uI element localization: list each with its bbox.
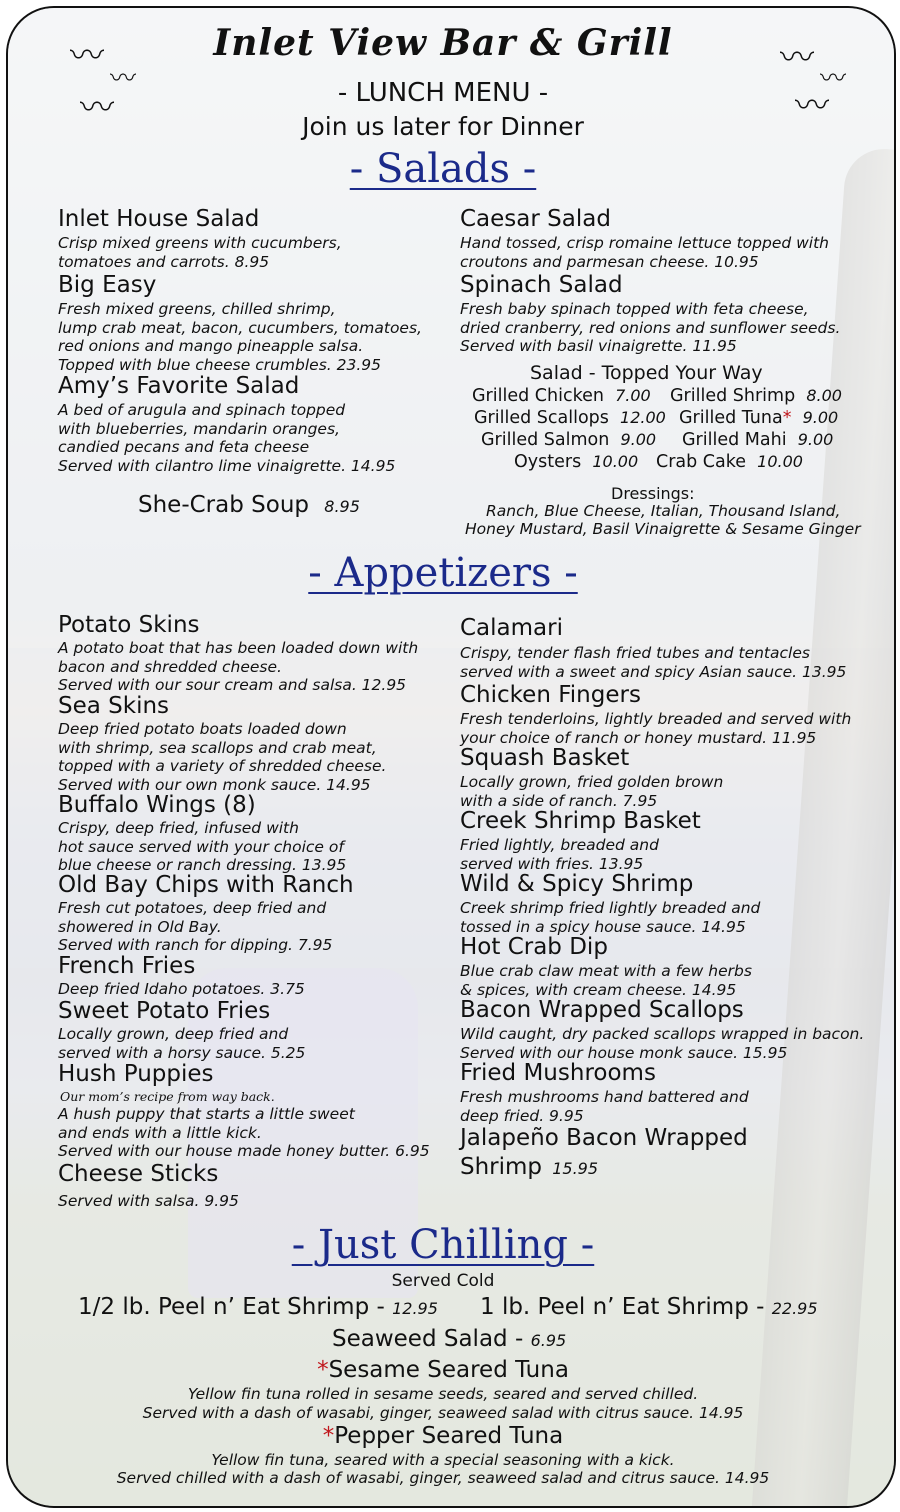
salads-heading: - Salads -	[349, 146, 537, 192]
served-cold-label: Served Cold	[391, 1271, 495, 1291]
menu-item-desc: Locally grown, deep fried and served with a horsy sauce. 5.25	[58, 1025, 306, 1062]
menu-item-desc: Fresh mixed greens, chilled shrimp, lump crab meat, bacon, cucumbers, tomatoes, red onions and mango pineapple salsa. Topped with blue cheese crumbles. 23.95	[58, 300, 422, 374]
menu-item-name: Caesar Salad	[460, 206, 611, 232]
bird-icon: 〰	[70, 36, 104, 76]
menu-item-name: Amy’s Favorite Salad	[58, 373, 300, 399]
menu-item-name: Sweet Potato Fries	[58, 998, 271, 1024]
menu-item-name: French Fries	[58, 953, 196, 979]
menu-item-desc: Fresh cut potatoes, deep fried and showered in Old Bay. Served with ranch for dipping. 7.95	[58, 899, 333, 954]
topping-item: Grilled Scallops 12.00	[474, 408, 666, 428]
menu-item-desc: A potato boat that has been loaded down with bacon and shredded cheese. Served with our sour cream and salsa. 12.95	[58, 639, 419, 694]
topping-item: Grilled Shrimp 8.00	[670, 386, 842, 406]
chilling-item-name: *Sesame Seared Tuna	[317, 1357, 569, 1383]
menu-item-name: Wild & Spicy Shrimp	[460, 871, 694, 897]
chilling-item: Seaweed Salad - 6.95	[332, 1326, 567, 1352]
menu-item-desc: Locally grown, fried golden brown with a side of ranch. 7.95	[460, 773, 724, 810]
menu-item-desc: Deep fried Idaho potatoes. 3.75	[58, 980, 305, 998]
dressings-line: Ranch, Blue Cheese, Italian, Thousand Island,	[486, 502, 841, 520]
chilling-item-name: *Pepper Seared Tuna	[322, 1423, 564, 1449]
menu-item-note: Our mom’s recipe from way back.	[60, 1089, 275, 1104]
menu-item-name: Big Easy	[58, 272, 157, 298]
menu-item-name: Spinach Salad	[460, 272, 623, 298]
dressings-line: Honey Mustard, Basil Vinaigrette & Sesame Ginger	[465, 520, 861, 538]
chilling-item: 1/2 lb. Peel n’ Eat Shrimp - 12.95	[78, 1294, 438, 1320]
menu-item-name: Old Bay Chips with Ranch	[58, 872, 354, 898]
menu-item-desc: Yellow fin tuna, seared with a special seasoning with a kick.	[211, 1451, 675, 1469]
menu-item-desc: Served chilled with a dash of wasabi, ginger, seaweed salad and citrus sauce. 14.95	[116, 1469, 770, 1487]
menu-item-desc: Fried lightly, breaded and served with fries. 13.95	[460, 836, 659, 873]
menu-item-desc: Creek shrimp fried lightly breaded and tossed in a spicy house sauce. 14.95	[460, 899, 761, 936]
menu-item-desc: Fresh mushrooms hand battered and deep fried. 9.95	[460, 1088, 749, 1125]
menu-item-desc: Crisp mixed greens with cucumbers, tomatoes and carrots. 8.95	[58, 234, 342, 271]
menu-item-desc: Crispy, deep fried, infused with hot sauce served with your choice of blue cheese or ranch dressing. 13.95	[58, 819, 347, 874]
menu-item-name: Chicken Fingers	[460, 682, 641, 708]
soup-item: She-Crab Soup 8.95	[138, 492, 360, 518]
menu-item-name: Cheese Sticks	[58, 1161, 219, 1187]
restaurant-title: Inlet View Bar & Grill	[213, 22, 673, 64]
chilling-item: 1 lb. Peel n’ Eat Shrimp - 22.95	[480, 1294, 818, 1320]
topping-item: Oysters 10.00	[514, 452, 639, 472]
menu-item-name: Fried Mushrooms	[460, 1060, 656, 1086]
dinner-invite: Join us later for Dinner	[302, 112, 584, 141]
menu-item-name: Hush Puppies	[58, 1061, 214, 1087]
appetizers-heading: - Appetizers -	[308, 550, 578, 596]
topping-item: Crab Cake 10.00	[656, 452, 803, 472]
menu-item-name: Jalapeño Bacon Wrapped	[460, 1125, 748, 1151]
menu-item-desc: Wild caught, dry packed scallops wrapped in bacon. Served with our house monk sauce. 15.95	[460, 1025, 865, 1062]
dressings-heading: Dressings:	[611, 484, 695, 503]
bird-icon: 〰	[110, 64, 137, 94]
menu-item-name: Creek Shrimp Basket	[460, 808, 701, 834]
chilling-heading: - Just Chilling -	[291, 1222, 595, 1268]
menu-item-desc: Served with a dash of wasabi, ginger, seaweed salad with citrus sauce. 14.95	[142, 1404, 744, 1422]
menu-item-name: Sea Skins	[58, 693, 170, 719]
menu-item-desc: Crispy, tender flash fried tubes and tentacles served with a sweet and spicy Asian sauce. 13.95	[460, 644, 847, 681]
bird-icon: 〰	[780, 38, 814, 78]
menu-item-name: Squash Basket	[460, 745, 630, 771]
menu-item-name: Calamari	[460, 615, 563, 641]
menu-item-desc: Deep fried potato boats loaded down with shrimp, sea scallops and crab meat, topped with a variety of shredded cheese. Served with our own monk sauce. 14.95	[58, 720, 387, 794]
menu-item-desc: A hush puppy that starts a little sweet and ends with a little kick. Served with our house made honey butter. 6.95	[58, 1105, 430, 1160]
menu-item-desc: Yellow fin tuna rolled in sesame seeds, seared and served chilled.	[187, 1385, 699, 1403]
menu-item-name: Buffalo Wings (8)	[58, 792, 256, 818]
lunch-menu-label: - LUNCH MENU -	[337, 78, 549, 108]
topped-heading: Salad - Topped Your Way	[530, 362, 763, 384]
topping-item: Grilled Salmon 9.00	[481, 430, 657, 450]
menu-item-name: Potato Skins	[58, 612, 200, 638]
bird-icon: 〰	[820, 64, 847, 94]
menu-item-name: Bacon Wrapped Scallops	[460, 997, 744, 1023]
menu-item-desc: Blue crab claw meat with a few herbs & spices, with cream cheese. 14.95	[460, 962, 752, 999]
menu-item-desc: A bed of arugula and spinach topped with blueberries, mandarin oranges, candied pecans and feta cheese Served with cilantro lime vinaigrette. 14.95	[58, 401, 396, 475]
menu-item-desc: Fresh tenderloins, lightly breaded and served with your choice of ranch or honey mustard. 11.95	[460, 710, 852, 747]
menu-item-name: Inlet House Salad	[58, 206, 260, 232]
menu-item-desc: Hand tossed, crisp romaine lettuce topped with croutons and parmesan cheese. 10.95	[460, 234, 830, 271]
menu-item-name-cont: Shrimp 15.95	[460, 1154, 599, 1180]
bird-icon: 〰	[795, 86, 829, 126]
menu-item-name: Hot Crab Dip	[460, 934, 608, 960]
menu-item-desc: Served with salsa. 9.95	[58, 1192, 239, 1210]
topping-item: Grilled Chicken 7.00	[472, 386, 651, 406]
bird-icon: 〰	[80, 88, 114, 128]
topping-item: Grilled Tuna* 9.00	[679, 408, 839, 428]
topping-item: Grilled Mahi 9.00	[682, 430, 834, 450]
menu-item-desc: Fresh baby spinach topped with feta cheese, dried cranberry, red onions and sunflower seeds. Served with basil vinaigrette. 11.95	[460, 300, 841, 355]
